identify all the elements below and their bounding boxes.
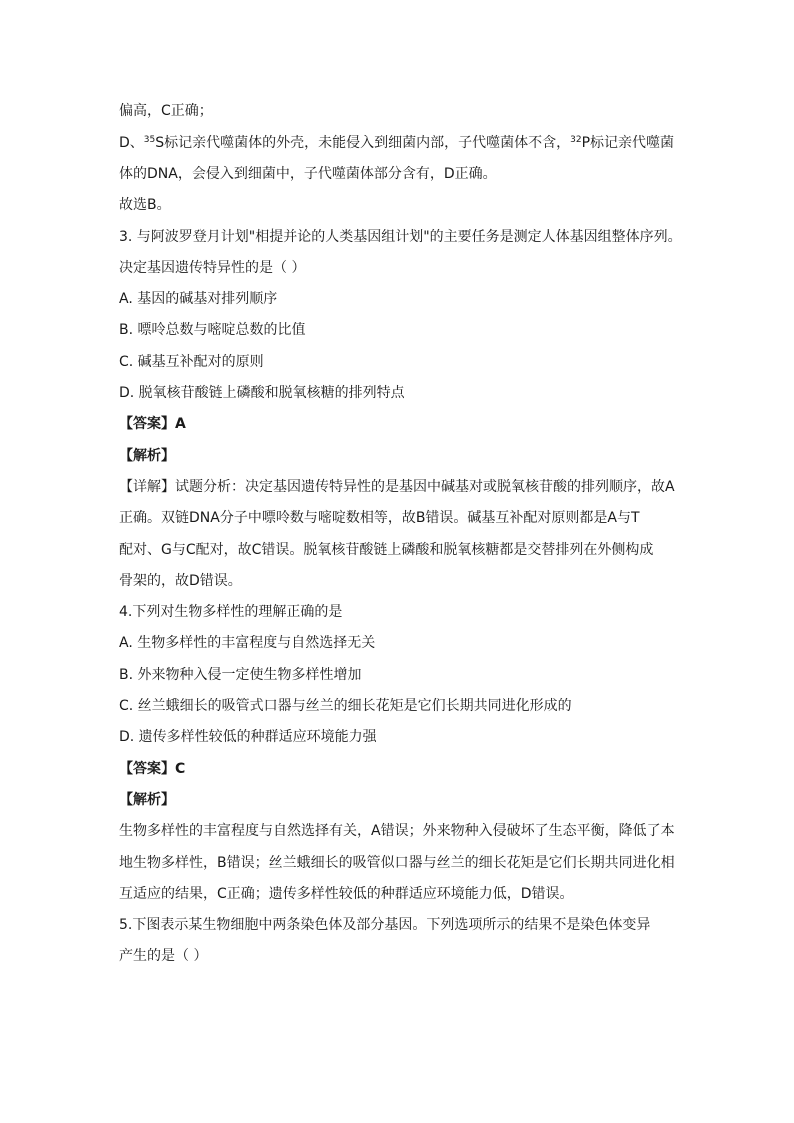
option-d: D. 脱氧核苷酸链上磷酸和脱氧核糖的排列特点 [119, 385, 405, 401]
option-b: B. 嘌呤总数与嘧啶总数的比值 [119, 322, 306, 338]
text-segment: S标记亲代噬菌体的外壳，未能侵入到细菌内部，子代噬菌体不含， [155, 135, 571, 151]
text-line-isotopes [119, 133, 674, 153]
text-line: 体的DNA，会侵入到细菌中，子代噬菌体部分含有，D正确。 [119, 166, 497, 182]
explanation-line: 配对、G与C配对，故C错误。脱氧核苷酸链上磷酸和脱氧核糖都是交替排列在外侧构成 [119, 542, 654, 558]
text-line: 偏高，C正确； [119, 103, 213, 119]
text-segment: D、 [119, 135, 144, 151]
option-c: C. 丝兰蛾细长的吸管式口器与丝兰的细长花矩是它们长期共同进化形成的 [119, 698, 572, 714]
question-5-stem: 产生的是（ ） [119, 948, 208, 964]
text-segment: P标记亲代噬菌 [581, 135, 675, 151]
option-d: D. 遗传多样性较低的种群适应环境能力强 [119, 729, 377, 745]
question-4-stem: 4.下列对生物多样性的理解正确的是 [119, 604, 343, 620]
question-5-stem: 5.下图表示某生物细胞中两条染色体及部分基因。下列选项所示的结果不是染色体变异 [119, 917, 651, 933]
explanation-line: 生物多样性的丰富程度与自然选择有关，A错误；外来物种入侵破坏了生态平衡，降低了本 [119, 823, 675, 839]
analysis-label: 【解析】 [119, 448, 175, 464]
option-a: A. 基因的碱基对排列顺序 [119, 291, 278, 307]
analysis-label: 【解析】 [119, 792, 175, 808]
question-3-stem: 3. 与阿波罗登月计划"相提并论的人类基因组计划"的主要任务是测定人体基因组整体序列。 [119, 229, 682, 245]
explanation-line: 地生物多样性，B错误；丝兰蛾细长的吸管似口器与丝兰的细长花矩是它们长期共同进化相 [119, 855, 675, 871]
explanation-line: 正确。双链DNA分子中嘌呤数与嘧啶数相等，故B错误。碱基互补配对原则都是A与T [119, 510, 640, 526]
explanation-line: 骨架的，故D错误。 [119, 573, 242, 589]
question-3-stem: 决定基因遗传特异性的是（ ） [119, 260, 306, 276]
option-c: C. 碱基互补配对的原则 [119, 354, 264, 370]
explanation-line: 【详解】试题分析：决定基因遗传特异性的是基因中碱基对或脱氧核苷酸的排列顺序，故A [119, 479, 675, 495]
explanation-line: 互适应的结果，C正确；遗传多样性较低的种群适应环境能力低，D错误。 [119, 886, 574, 902]
answer-label: 【答案】C [119, 761, 186, 777]
answer-label: 【答案】A [119, 416, 186, 432]
option-a: A. 生物多样性的丰富程度与自然选择无关 [119, 635, 376, 651]
text-line: 故选B。 [119, 197, 171, 213]
superscript-32: 32 [570, 135, 582, 145]
option-b: B. 外来物种入侵一定使生物多样性增加 [119, 667, 362, 683]
superscript-35: 35 [143, 135, 156, 145]
